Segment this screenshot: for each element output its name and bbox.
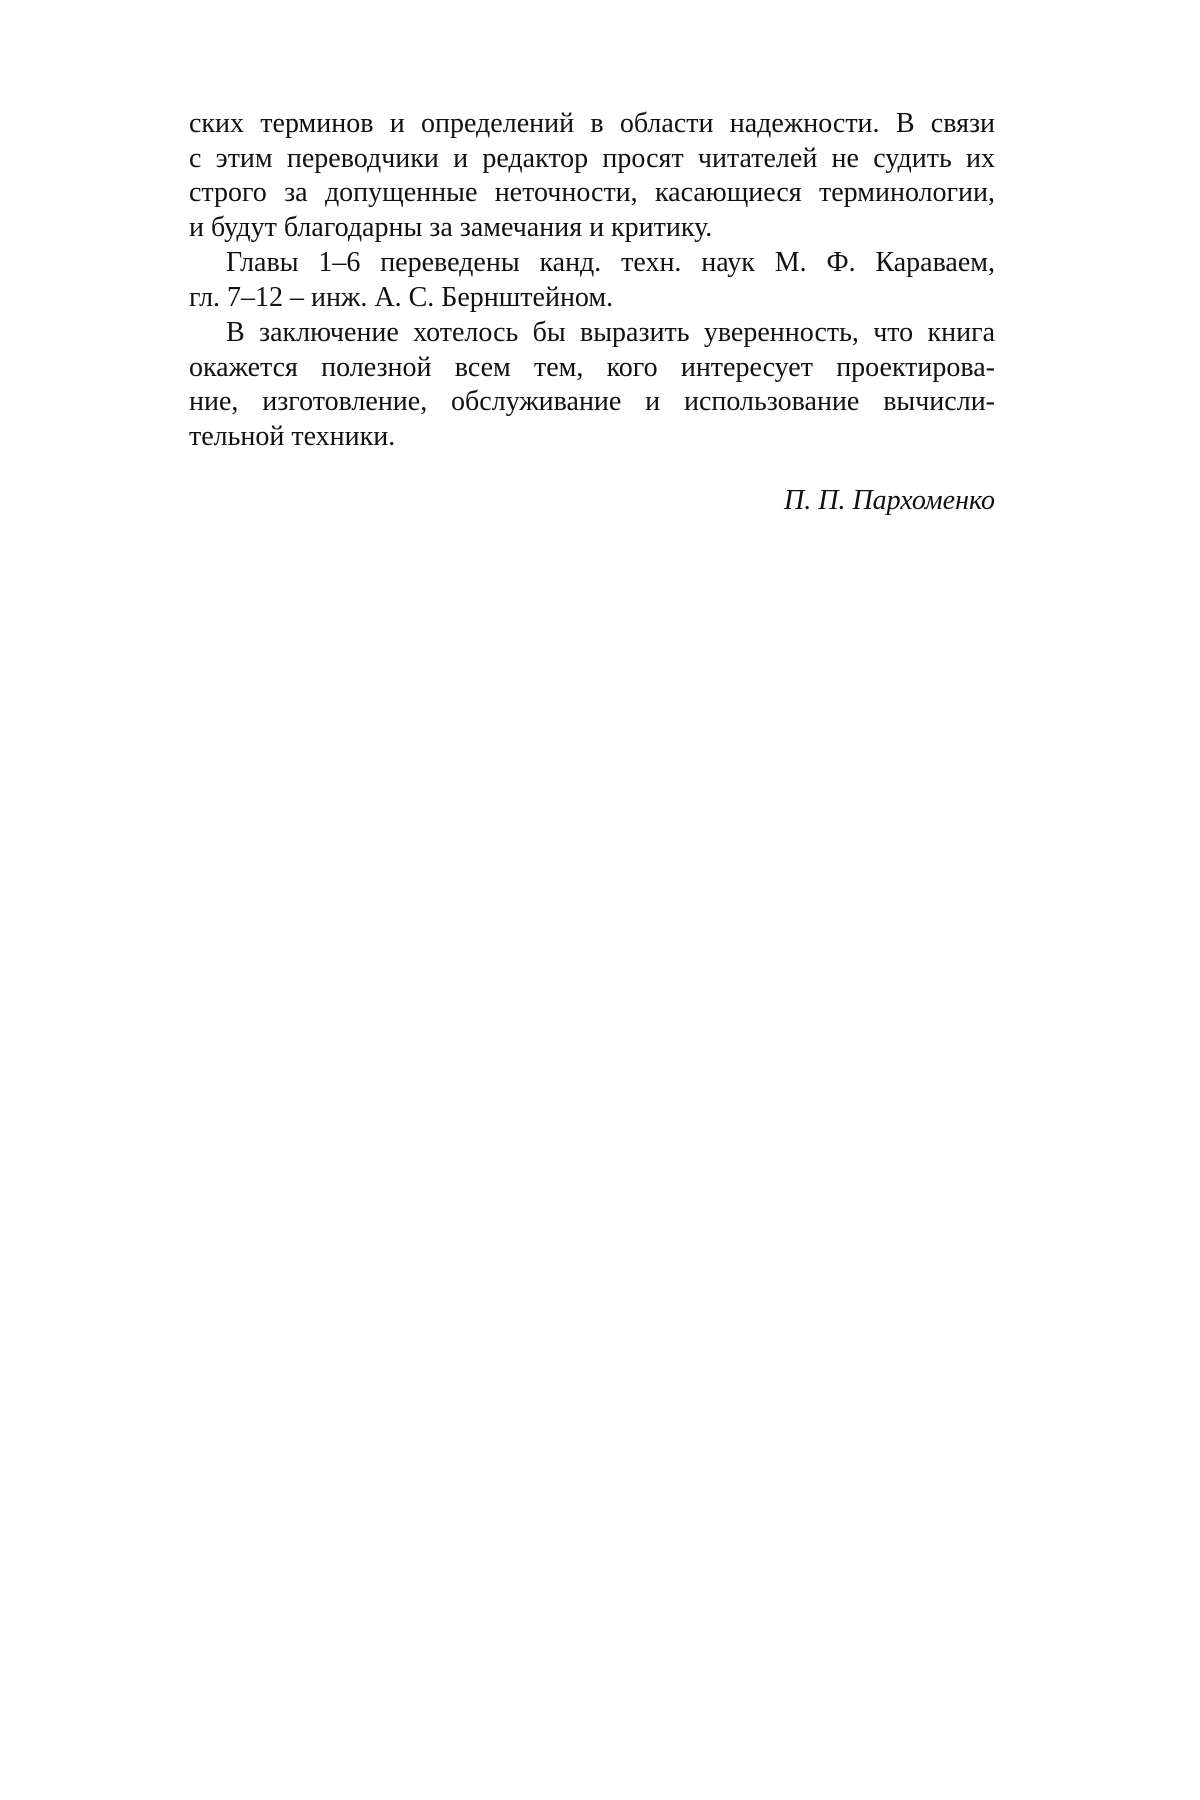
paragraph-2 (189, 246, 995, 315)
paragraph-line: с этим переводчики и редактор просят читателей не судить их (189, 142, 995, 174)
paragraph-line: ских терминов и определений в области надежности. В связи (189, 108, 995, 139)
paragraph-line: Главы 1–6 переведены канд. техн. наук М. Ф. Караваем, (226, 247, 995, 278)
signature: П. П. Пархоменко (784, 485, 995, 516)
paragraph-line: окажется полезной всем тем, кого интересует проектирова- (189, 351, 995, 383)
body-text (189, 107, 995, 455)
paragraph-line: и будут благодарны за замечания и критику. (189, 211, 713, 243)
paragraph-line: В заключение хотелось бы выразить уверенность, что книга (226, 317, 995, 348)
paragraph-line: гл. 7–12 – инж. А. С. Бернштейном. (189, 281, 614, 313)
paragraph-3 (189, 316, 995, 454)
paragraph-line: строго за допущенные неточности, касающиеся терминологии, (189, 177, 995, 208)
paragraph-1 (189, 107, 995, 245)
paragraph-line: тельной техники. (189, 420, 396, 452)
paragraph-line: ние, изготовление, обслуживание и использование вычисли- (189, 386, 995, 417)
